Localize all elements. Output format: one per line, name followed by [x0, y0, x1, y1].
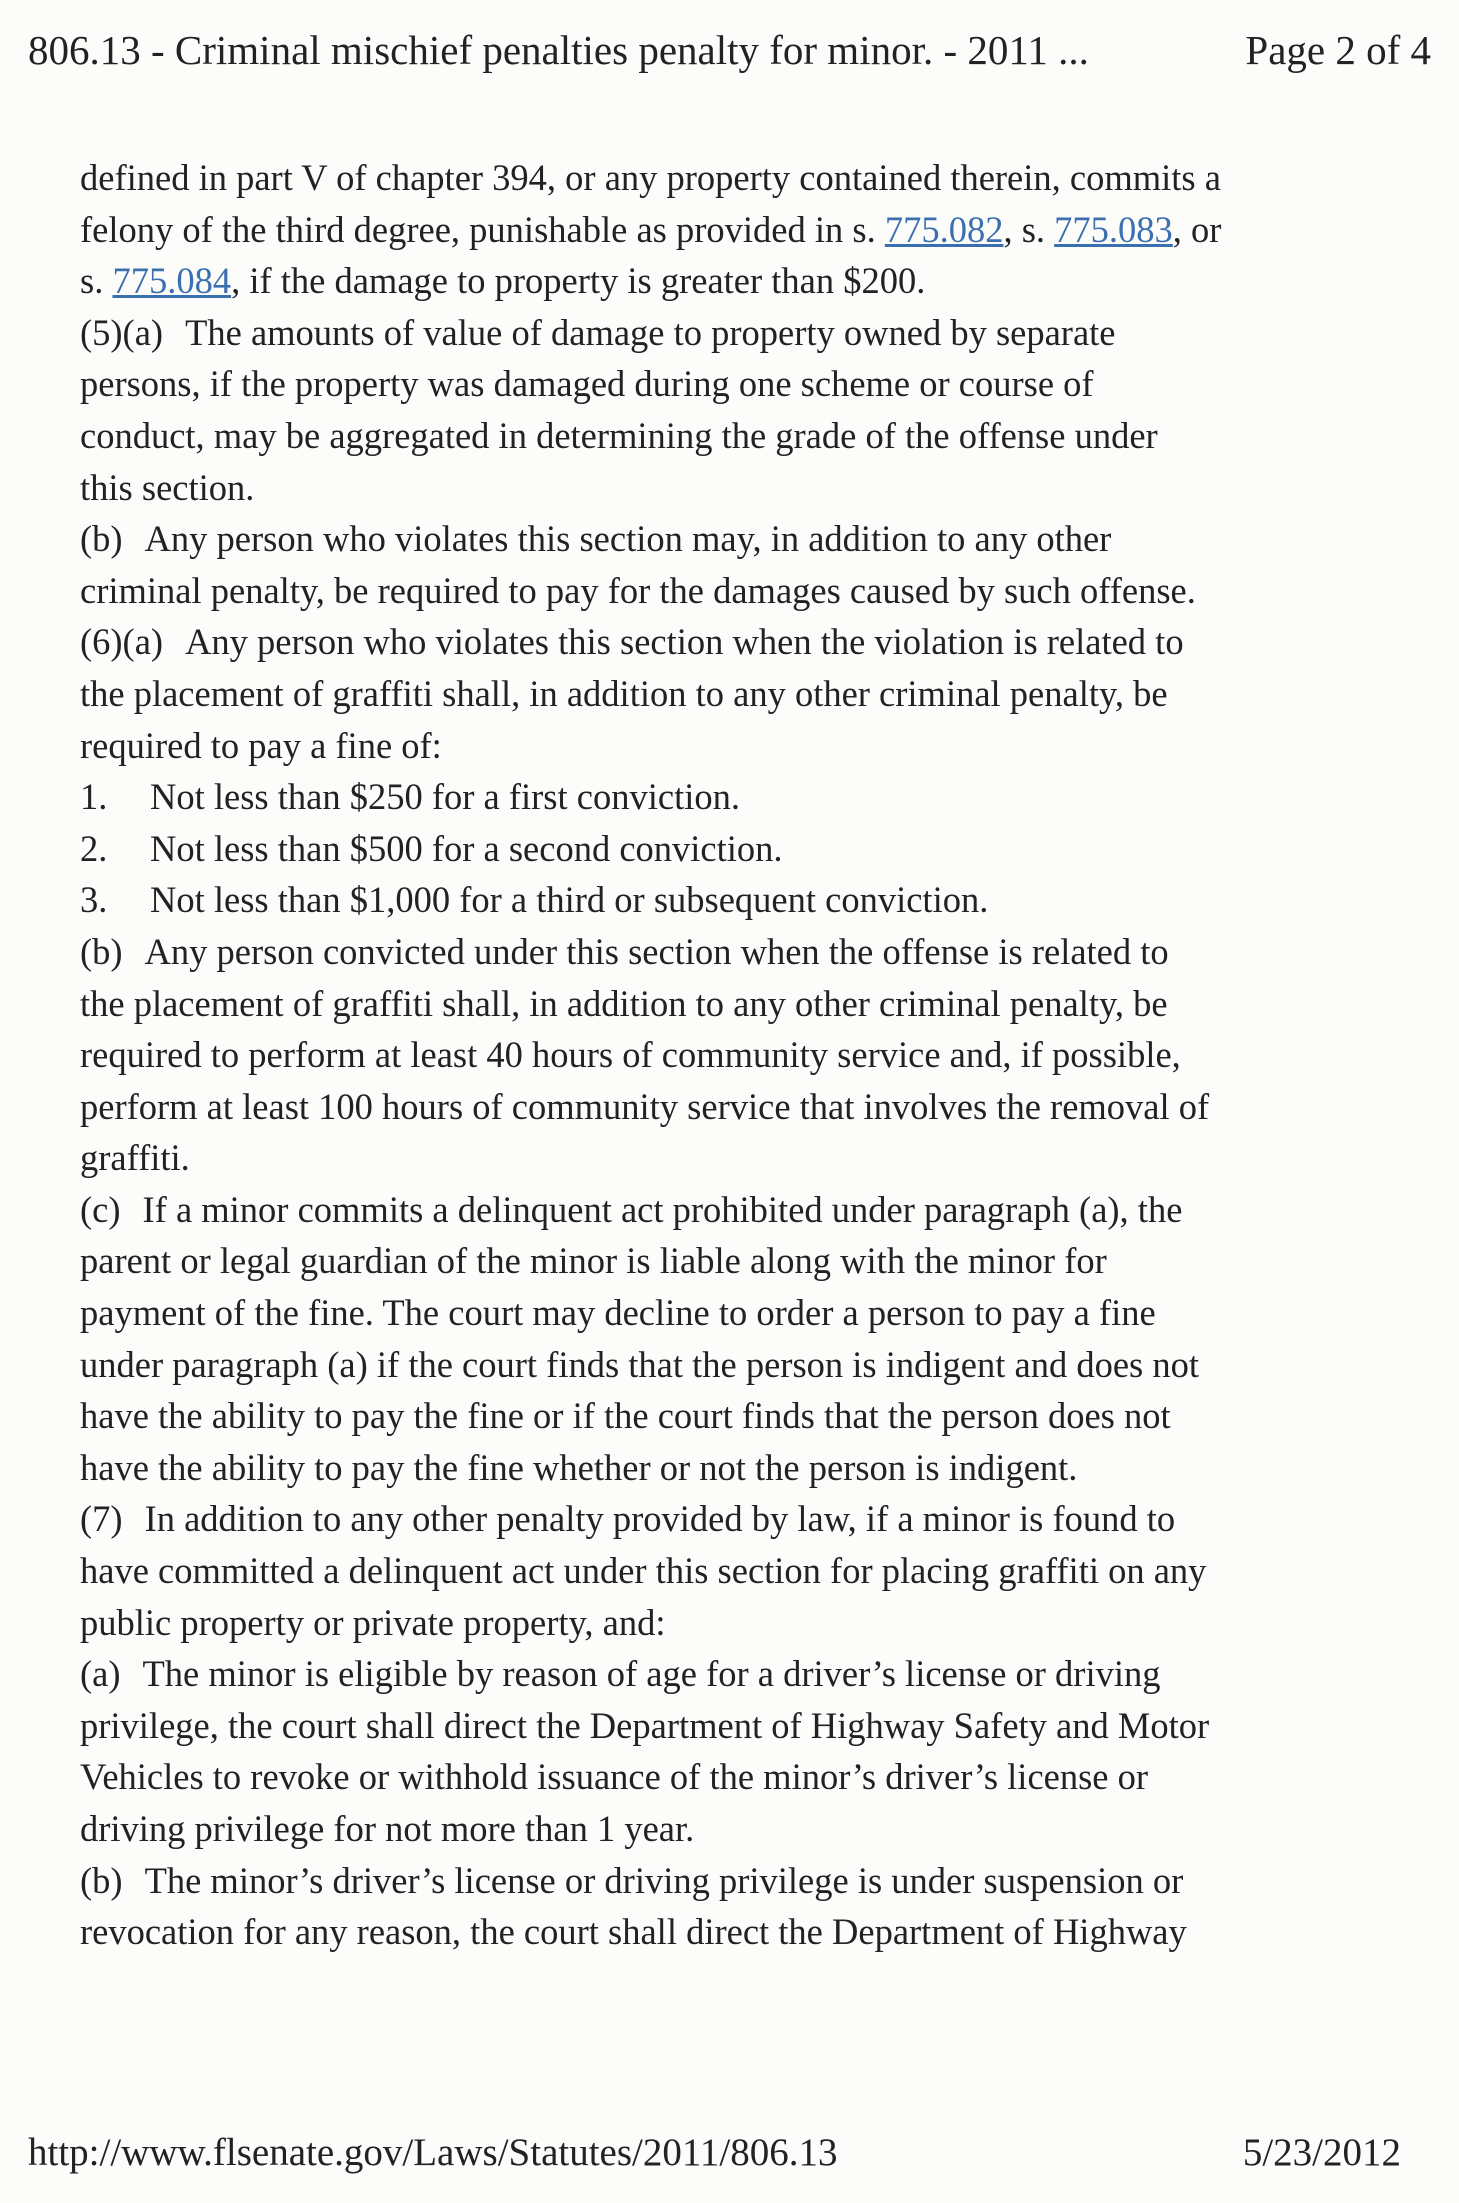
text-line: the placement of graffiti shall, in addition to any other criminal penalty, be	[80, 982, 1168, 1024]
subsection-6a: (6)(a) Any person who violates this section when the violation is related to	[80, 616, 1430, 668]
text-line: parent or legal guardian of the minor is liable along with the minor for	[80, 1240, 1107, 1282]
list-item: 2. Not less than $500 for a second conviction.	[80, 823, 1430, 875]
list-number: 1.	[80, 776, 108, 818]
statute-link-775-083[interactable]: 775.083	[1054, 208, 1173, 250]
subsection-label: (7)	[80, 1498, 123, 1540]
subsection-label: (6)(a)	[80, 621, 164, 663]
statute-text	[80, 152, 1430, 1958]
subsection-5b: (b) Any person who violates this section may, in addition to any other	[80, 513, 1430, 565]
source-url: http://www.flsenate.gov/Laws/Statutes/2011/806.13	[28, 2131, 838, 2174]
print-date: 5/23/2012	[1242, 2131, 1401, 2174]
list-number: 2.	[80, 827, 108, 869]
subsection-label: (b)	[80, 518, 123, 560]
subsection-label: (b)	[80, 1859, 123, 1901]
list-item: 3. Not less than $1,000 for a third or subsequent conviction.	[80, 874, 1430, 926]
text-line: payment of the fine. The court may decline to order a person to pay a fine	[80, 1292, 1156, 1334]
list-number: 3.	[80, 879, 108, 921]
text-line: the placement of graffiti shall, in addition to any other criminal penalty, be	[80, 672, 1168, 714]
statute-link-775-082[interactable]: 775.082	[884, 208, 1004, 250]
text-line: public property or private property, and:	[80, 1601, 666, 1643]
subsection-label: (a)	[80, 1653, 121, 1695]
text-line: conduct, may be aggregated in determining the grade of the offense under	[80, 414, 1158, 456]
subsection-6c: (c) If a minor commits a delinquent act prohibited under paragraph (a), the	[80, 1184, 1430, 1236]
text-line: this section.	[80, 466, 255, 508]
subsection-5a: (5)(a) The amounts of value of damage to property owned by separate	[80, 307, 1430, 359]
document-title: 806.13 - Criminal mischief penalties penalty for minor. - 2011 ...	[28, 27, 1089, 73]
text-line: graffiti.	[80, 1137, 190, 1179]
list-item: 1. Not less than $250 for a first conviction.	[80, 771, 1430, 823]
page-indicator: Page 2 of 4	[1245, 27, 1431, 73]
subsection-7: (7) In addition to any other penalty provided by law, if a minor is found to	[80, 1493, 1430, 1545]
text-line: required to pay a fine of:	[80, 724, 442, 766]
subsection-6b: (b) Any person convicted under this section when the offense is related to	[80, 926, 1430, 978]
text-line: privilege, the court shall direct the Department of Highway Safety and Motor	[80, 1704, 1210, 1746]
subsection-label: (b)	[80, 930, 123, 972]
text-line: driving privilege for not more than 1 year.	[80, 1808, 695, 1849]
text-line: have the ability to pay the fine or if the court finds that the person does not	[80, 1395, 1171, 1437]
text-line: s. 775.084, if the damage to property is greater than $200.	[80, 260, 926, 302]
text-line: perform at least 100 hours of community service that involves the removal of	[80, 1085, 1210, 1127]
statute-link-775-084[interactable]: 775.084	[112, 260, 232, 302]
subsection-label: (c)	[80, 1188, 121, 1230]
text-line: felony of the third degree, punishable as provided in s. 775.082, s. 775.083, or	[80, 208, 1222, 250]
text-line: defined in part V of chapter 394, or any property contained therein, commits a	[80, 157, 1221, 198]
subsection-7b: (b) The minor’s driver’s license or driving privilege is under suspension or	[80, 1855, 1430, 1907]
text-line: persons, if the property was damaged during one scheme or course of	[80, 363, 1094, 405]
page-header	[28, 22, 1431, 78]
text-line: Vehicles to revoke or withhold issuance of the minor’s driver’s license or	[80, 1756, 1149, 1798]
subsection-7a: (a) The minor is eligible by reason of age for a driver’s license or driving	[80, 1648, 1430, 1700]
subsection-label: (5)(a)	[80, 311, 164, 353]
text-line: under paragraph (a) if the court finds that the person is indigent and does not	[80, 1343, 1200, 1385]
text-line: revocation for any reason, the court shall direct the Department of Highway	[80, 1911, 1187, 1953]
text-line: have committed a delinquent act under this section for placing graffiti on any	[80, 1550, 1207, 1592]
text-line: have the ability to pay the fine whether or not the person is indigent.	[80, 1446, 1078, 1488]
page-footer	[28, 2128, 1401, 2178]
text-line: criminal penalty, be required to pay for the damages caused by such offense.	[80, 569, 1196, 611]
text-line: required to perform at least 40 hours of community service and, if possible,	[80, 1034, 1181, 1076]
